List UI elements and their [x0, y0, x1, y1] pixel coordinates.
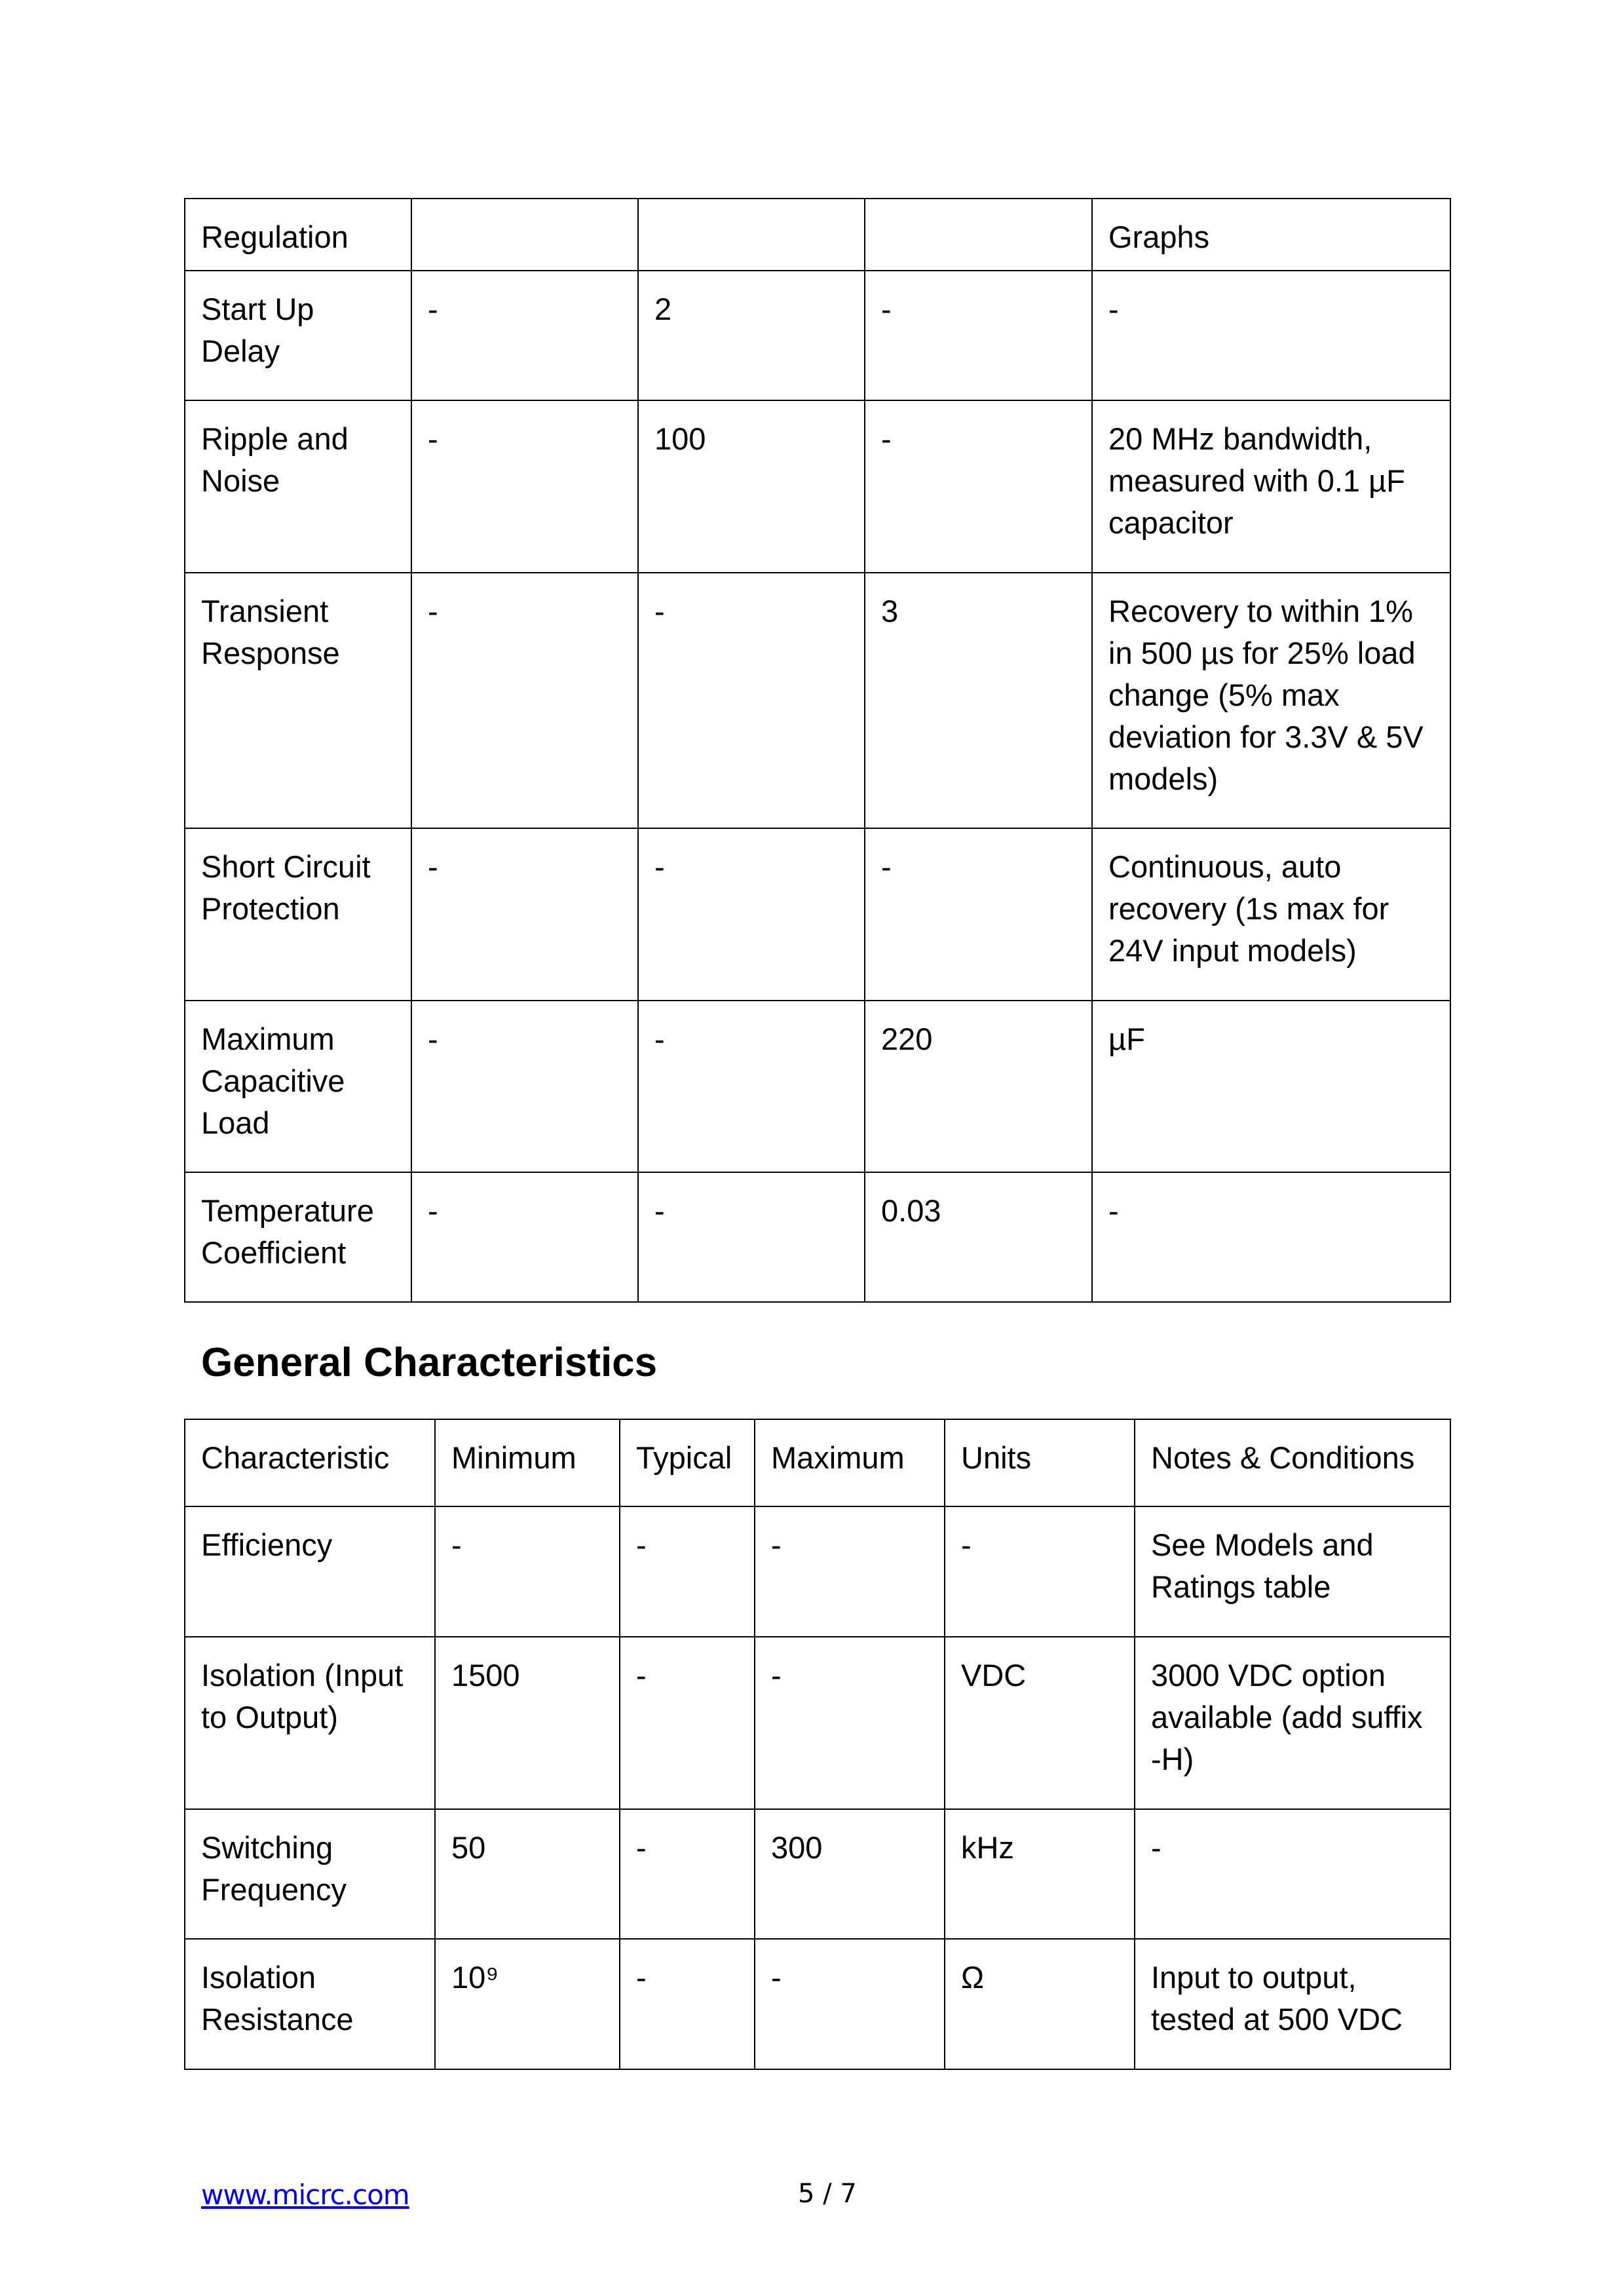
table-row [185, 400, 1450, 573]
minimum-cell: 1500 [435, 1637, 620, 1809]
header-notes: Notes & Conditions [1135, 1419, 1450, 1506]
characteristic-cell: Isolation Resistance [185, 1939, 435, 2069]
minimum-cell: 10⁹ [435, 1939, 620, 2069]
notes-cell: Graphs [1092, 199, 1450, 271]
units-cell: VDC [945, 1637, 1135, 1809]
table-header-row [185, 1419, 1450, 1506]
maximum-cell: - [755, 1939, 945, 2069]
maximum-cell: - [865, 828, 1092, 1001]
header-units: Units [945, 1419, 1135, 1506]
typical-cell: - [638, 1172, 865, 1302]
characteristic-cell: Efficiency [185, 1506, 435, 1637]
maximum-cell: 3 [865, 573, 1092, 828]
table-row [185, 1001, 1450, 1172]
regulation-table [184, 198, 1451, 1303]
notes-cell: 3000 VDC option available (add suffix -H) [1135, 1637, 1450, 1809]
typical-cell: - [638, 828, 865, 1001]
table-row [185, 271, 1450, 400]
units-cell: kHz [945, 1809, 1135, 1939]
general-characteristics-table [184, 1419, 1451, 2070]
minimum-cell: - [411, 271, 638, 400]
header-minimum: Minimum [435, 1419, 620, 1506]
table-row [185, 199, 1450, 271]
minimum-cell: - [411, 1172, 638, 1302]
maximum-cell: - [755, 1637, 945, 1809]
page-number: 5 / 7 [798, 2179, 857, 2209]
typical-cell: 100 [638, 400, 865, 573]
typical-cell: 2 [638, 271, 865, 400]
typical-cell: - [620, 1506, 755, 1637]
parameter-cell: Ripple and Noise [185, 400, 411, 573]
parameter-cell: Regulation [185, 199, 411, 271]
maximum-cell: - [755, 1506, 945, 1637]
maximum-cell: 300 [755, 1809, 945, 1939]
parameter-cell: Temperature Coefficient [185, 1172, 411, 1302]
typical-cell: - [638, 1001, 865, 1172]
website-link[interactable]: www.micrc.com [201, 2179, 409, 2211]
notes-cell: Input to output, tested at 500 VDC [1135, 1939, 1450, 2069]
maximum-cell: 220 [865, 1001, 1092, 1172]
minimum-cell: - [411, 400, 638, 573]
notes-cell: 20 MHz bandwidth, measured with 0.1 µF capacitor [1092, 400, 1450, 573]
parameter-cell: Maximum Capacitive Load [185, 1001, 411, 1172]
parameter-cell: Short Circuit Protection [185, 828, 411, 1001]
maximum-cell: - [865, 400, 1092, 573]
minimum-cell: - [435, 1506, 620, 1637]
table-row [185, 1506, 1450, 1637]
table-row [185, 1172, 1450, 1302]
notes-cell: - [1135, 1809, 1450, 1939]
notes-cell: See Models and Ratings table [1135, 1506, 1450, 1637]
table-row [185, 573, 1450, 828]
maximum-cell: - [865, 271, 1092, 400]
minimum-cell: - [411, 573, 638, 828]
header-maximum: Maximum [755, 1419, 945, 1506]
typical-cell: - [620, 1637, 755, 1809]
notes-cell: - [1092, 1172, 1450, 1302]
units-cell: - [945, 1506, 1135, 1637]
parameter-cell: Start Up Delay [185, 271, 411, 400]
maximum-cell: 0.03 [865, 1172, 1092, 1302]
notes-cell: - [1092, 271, 1450, 400]
header-typical: Typical [620, 1419, 755, 1506]
minimum-cell [411, 199, 638, 271]
minimum-cell: 50 [435, 1809, 620, 1939]
typical-cell: - [620, 1809, 755, 1939]
characteristic-cell: Switching Frequency [185, 1809, 435, 1939]
typical-cell: - [620, 1939, 755, 2069]
table-row [185, 828, 1450, 1001]
table-row [185, 1637, 1450, 1809]
notes-cell: µF [1092, 1001, 1450, 1172]
minimum-cell: - [411, 1001, 638, 1172]
table-row [185, 1809, 1450, 1939]
typical-cell: - [638, 573, 865, 828]
characteristic-cell: Isolation (Input to Output) [185, 1637, 435, 1809]
header-characteristic: Characteristic [185, 1419, 435, 1506]
parameter-cell: Transient Response [185, 573, 411, 828]
section-heading: General Characteristics [201, 1340, 658, 1385]
maximum-cell [865, 199, 1092, 271]
typical-cell [638, 199, 865, 271]
table-row [185, 1939, 1450, 2069]
minimum-cell: - [411, 828, 638, 1001]
units-cell: Ω [945, 1939, 1135, 2069]
notes-cell: Continuous, auto recovery (1s max for 24V input models) [1092, 828, 1450, 1001]
notes-cell: Recovery to within 1% in 500 µs for 25% load change (5% max deviation for 3.3V & 5V models) [1092, 573, 1450, 828]
